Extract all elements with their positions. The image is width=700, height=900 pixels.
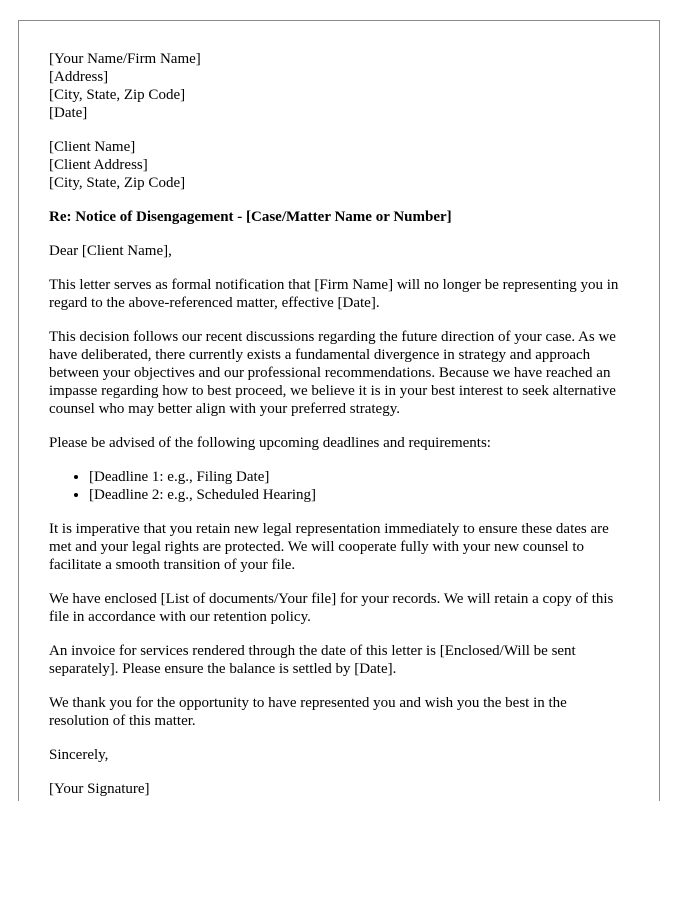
signature: [Your Signature] xyxy=(49,781,150,797)
sender-city-state-zip: [City, State, Zip Code] xyxy=(49,87,186,103)
paragraph-reasoning: This decision follows our recent discussions regarding the future direction of your case. As we have deliberated, there currently exists a fundamental divergence in strategy and approach between your objectives and our professional recommendations. Because we have reached an impasse regarding how to best proceed, we believe it is in your best interest to seek alternative counsel who may better align with your preferred strategy. xyxy=(49,329,616,417)
sender-address: [Address] xyxy=(49,69,109,85)
paragraph-deadlines-intro: Please be advised of the following upcoming deadlines and requirements: xyxy=(49,435,491,451)
sender-name: [Your Name/Firm Name] xyxy=(49,51,201,67)
subject-line: Re: Notice of Disengagement - [Case/Matter Name or Number] xyxy=(49,209,452,225)
recipient-city-state-zip: [City, State, Zip Code] xyxy=(49,175,186,191)
salutation: Dear [Client Name], xyxy=(49,243,172,259)
paragraph-notification: This letter serves as formal notification that [Firm Name] will no longer be representing you in regard to the above-referenced matter, effective [Date]. xyxy=(49,277,619,311)
paragraph-thanks: We thank you for the opportunity to have represented you and wish you the best in the resolution of this matter. xyxy=(49,695,567,729)
deadline-list xyxy=(49,468,629,504)
paragraph-retain-counsel: It is imperative that you retain new legal representation immediately to ensure these dates are met and your legal rights are protected. We will cooperate fully with your new counsel to facilitate a smooth transition of your file. xyxy=(49,521,609,573)
deadline-item: • [Deadline 2: e.g., Scheduled Hearing] xyxy=(89,486,629,504)
closing: Sincerely, xyxy=(49,747,109,763)
letter-page xyxy=(18,20,660,801)
recipient-address: [Client Address] xyxy=(49,157,148,173)
recipient-block xyxy=(49,138,629,192)
paragraph-enclosed-file: We have enclosed [List of documents/Your file] for your records. We will retain a copy of this file in accordance with our retention policy. xyxy=(49,591,614,625)
paragraph-invoice: An invoice for services rendered through the date of this letter is [Enclosed/Will be sent separately]. Please ensure the balance is settled by [Date]. xyxy=(49,643,576,677)
recipient-name: [Client Name] xyxy=(49,139,136,155)
letter-date: [Date] xyxy=(49,105,88,121)
sender-block xyxy=(49,50,629,122)
deadline-item: • [Deadline 1: e.g., Filing Date] xyxy=(89,468,629,486)
